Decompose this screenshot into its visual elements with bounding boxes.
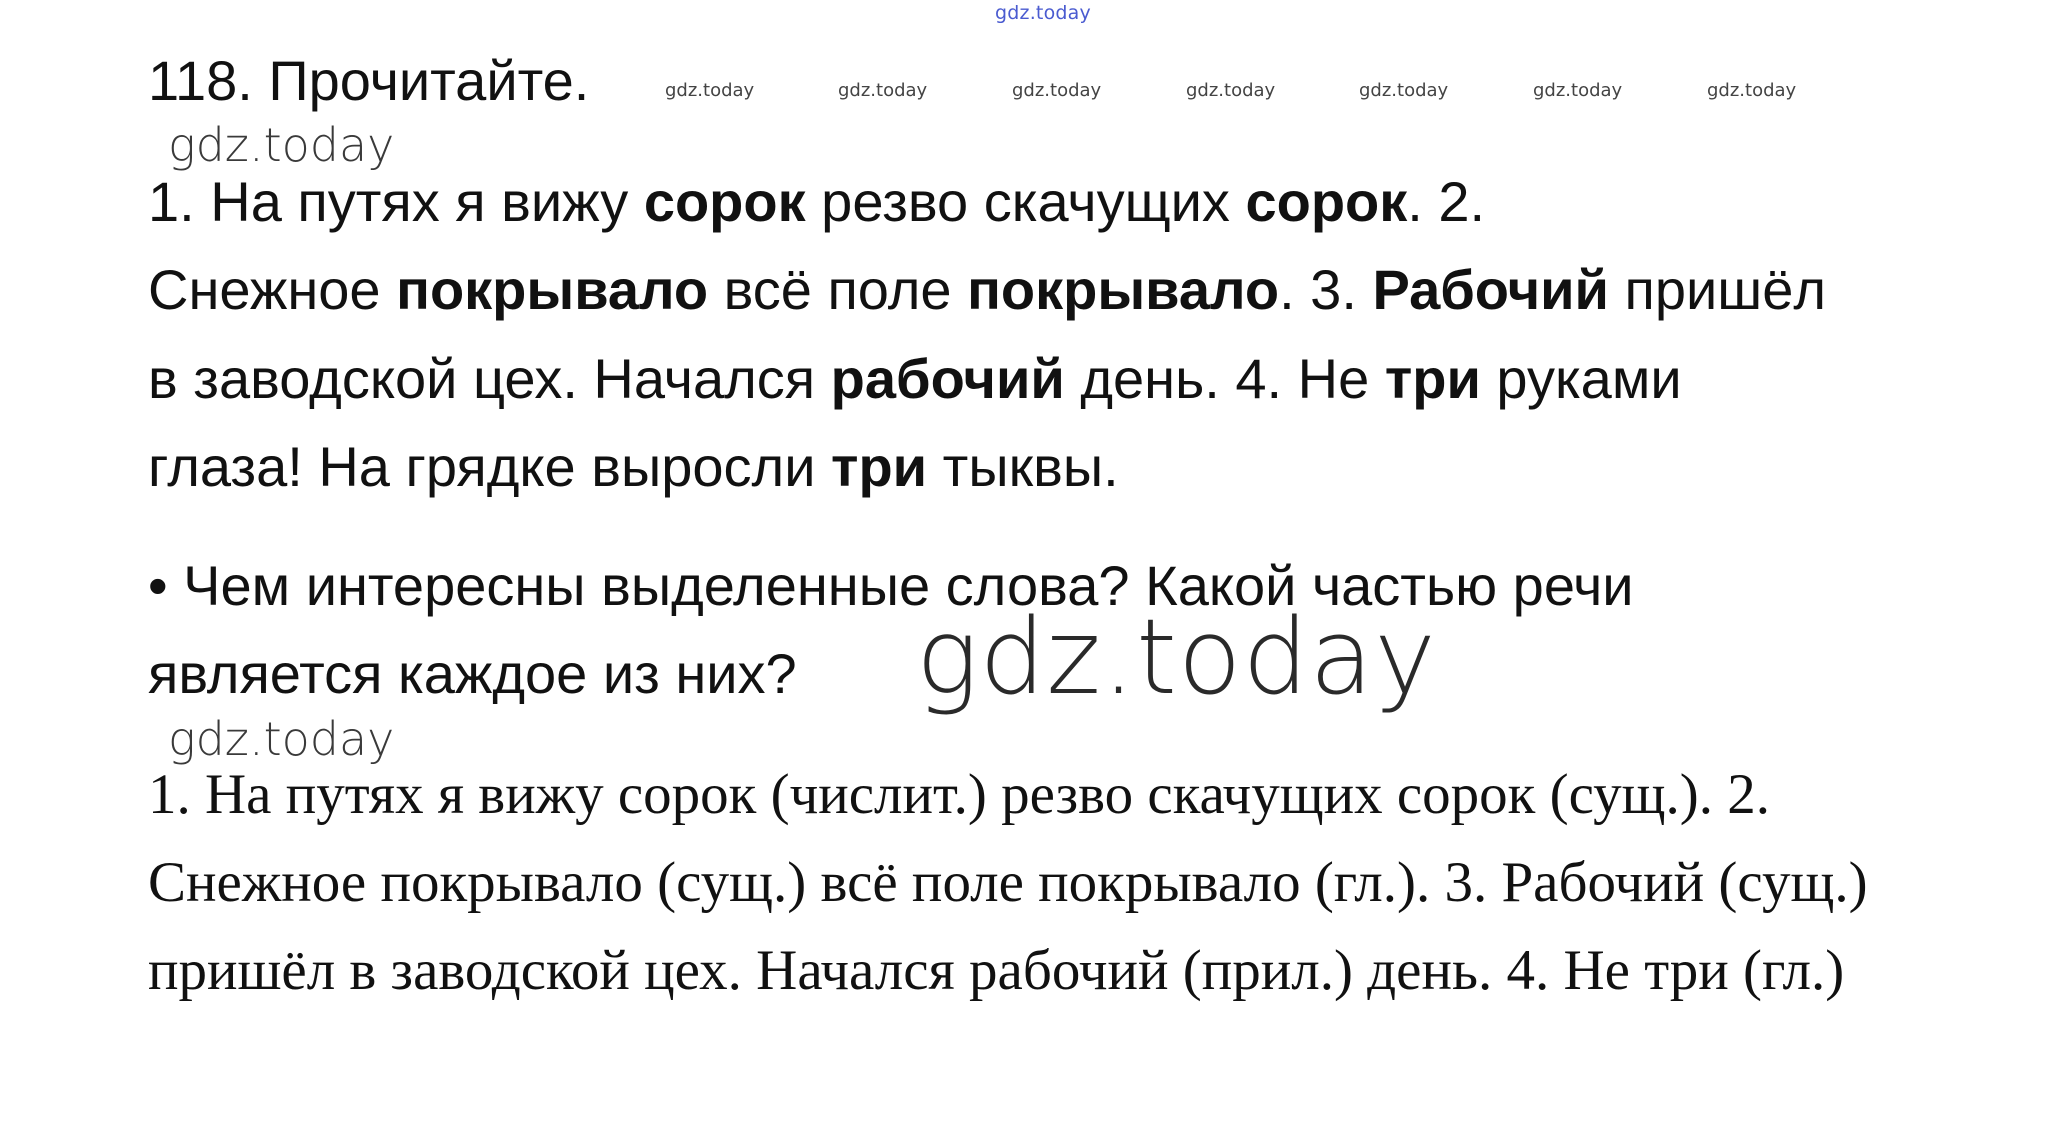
highlighted-word: рабочий <box>830 347 1065 410</box>
exercise-question-line-1: • Чем интересны выделенные слова? Какой частью речи <box>148 554 1634 617</box>
text-span: руками <box>1480 347 1682 410</box>
answer-line-3: пришёл в заводской цех. Начался рабочий (прил.) день. 4. Не три (гл.) <box>148 939 1845 1002</box>
text-span: 1. На путях я вижу <box>148 170 644 233</box>
exercise-line-2 <box>148 258 1827 321</box>
watermark-large: gdz.today <box>916 596 1437 718</box>
text-span: . 3. <box>1279 258 1373 321</box>
watermark-small: gdz.today <box>665 80 755 101</box>
text-span: пришёл <box>1608 258 1827 321</box>
watermark-small: gdz.today <box>838 80 928 101</box>
highlighted-word: три <box>1384 347 1481 410</box>
highlighted-word: Рабочий <box>1372 258 1609 321</box>
text-span: день. 4. Не <box>1064 347 1385 410</box>
text-span: Снежное <box>148 258 397 321</box>
exercise-line-1 <box>148 170 1486 233</box>
text-span: в заводской цех. Начался <box>148 347 831 410</box>
watermark-small: gdz.today <box>1533 80 1623 101</box>
watermark-top: gdz.today <box>995 2 1091 24</box>
watermark-medium: gdz.today <box>168 712 395 766</box>
highlighted-word: покрывало <box>967 258 1280 321</box>
highlighted-word: покрывало <box>396 258 709 321</box>
answer-line-2: Снежное покрывало (сущ.) всё поле покрывало (гл.). 3. Рабочий (сущ.) <box>148 851 1868 914</box>
text-span: всё поле <box>708 258 968 321</box>
watermark-small: gdz.today <box>1359 80 1449 101</box>
exercise-line-4 <box>148 435 1119 498</box>
watermark-small: gdz.today <box>1186 80 1276 101</box>
exercise-question-line-2: является каждое из них? <box>148 642 797 705</box>
text-span: тыквы. <box>927 435 1119 498</box>
highlighted-word: три <box>831 435 928 498</box>
text-span: глаза! На грядке выросли <box>148 435 832 498</box>
highlighted-word: сорок <box>1245 170 1408 233</box>
text-span: . 2. <box>1407 170 1486 233</box>
exercise-title: 118. Прочитайте. <box>148 49 590 112</box>
highlighted-word: сорок <box>643 170 806 233</box>
answer-line-1: 1. На путях я вижу сорок (числит.) резво скачущих сорок (сущ.). 2. <box>148 763 1770 826</box>
exercise-line-3 <box>148 347 1682 410</box>
watermark-small: gdz.today <box>1707 80 1797 101</box>
watermark-small: gdz.today <box>1012 80 1102 101</box>
watermark-medium: gdz.today <box>168 118 395 172</box>
text-span: резво скачущих <box>805 170 1246 233</box>
